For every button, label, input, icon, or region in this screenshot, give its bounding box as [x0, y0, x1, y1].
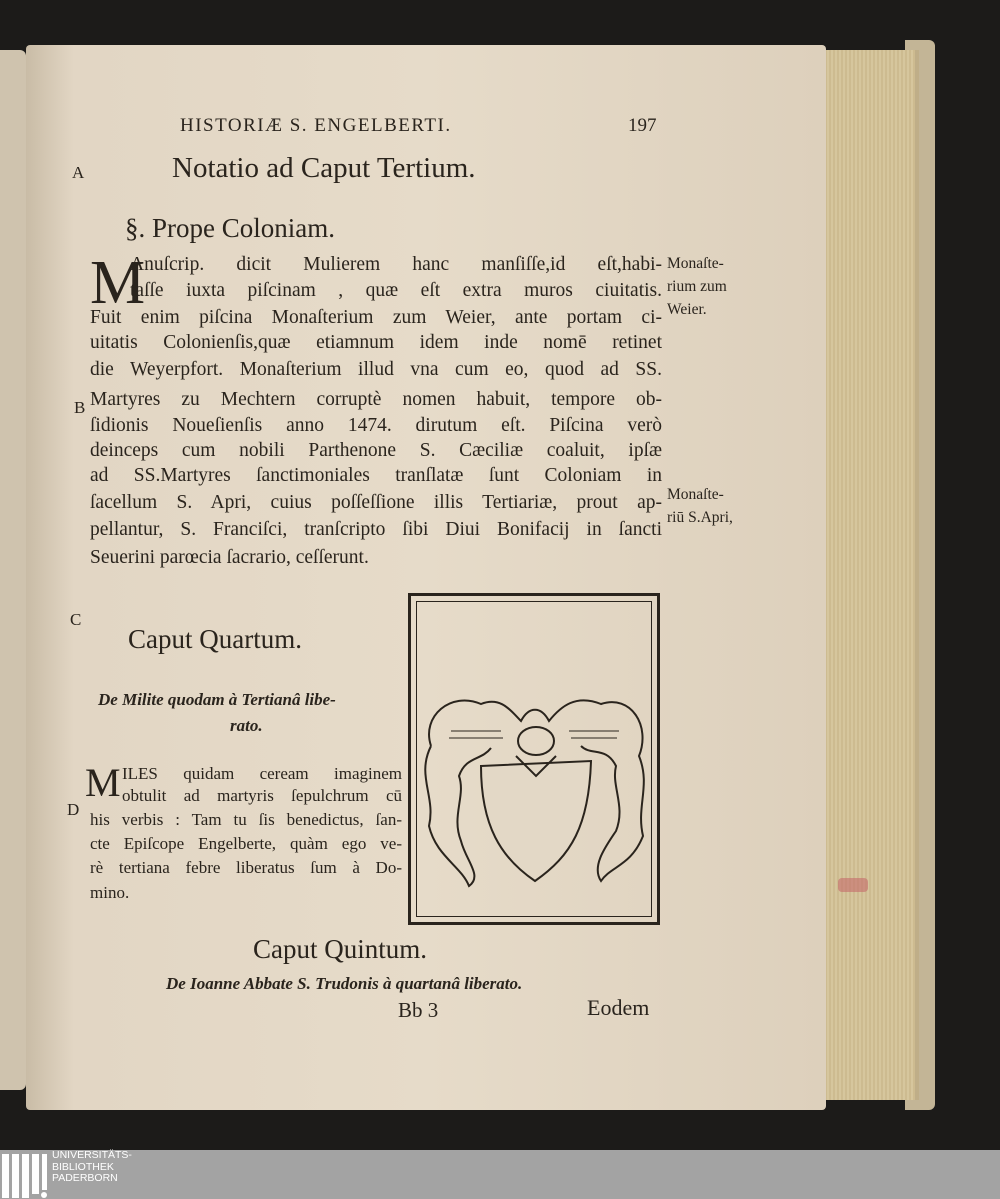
library-logo-icon: [2, 1152, 48, 1199]
text-line: his verbis : Tam tu ſis benedictus, ſan-: [90, 810, 402, 829]
margin-letter-a: A: [72, 163, 85, 182]
text-line: Seuerini parœcia ſacrario, ceſſerunt.: [90, 547, 369, 568]
text-line: Martyres zu Mechtern corruptè nomen habuit, tempore ob-: [90, 389, 662, 410]
logo-line: PADERBORN: [52, 1172, 118, 1184]
caput-quintum-subtitle: De Ioanne Abbate S. Trudonis à quartanâ liberato.: [166, 974, 523, 993]
text-line: die Weyerpfort. Monaſterium illud vna cum eo, quod ad SS.: [90, 359, 662, 380]
coat-of-arms-woodcut: [408, 593, 660, 925]
side-note-line: rium zum: [667, 278, 727, 295]
text-line: taſſe iuxta piſcinam , quæ eſt extra muros ciuitatis.: [130, 280, 662, 301]
coat-of-arms-icon: [411, 596, 657, 922]
side-note-line: Monaſte-: [667, 255, 724, 272]
caput-quartum-subtitle: De Milite quodam à Tertianâ libe-: [98, 690, 336, 709]
text-line: ad SS.Martyres ſanctimoniales tranſlatæ ſunt Coloniam in: [90, 465, 662, 486]
text-line: ILES quidam ceream imaginem: [122, 764, 402, 783]
caput-quartum-subtitle: rato.: [230, 716, 263, 735]
caput-quintum-title: Caput Quintum.: [253, 934, 427, 964]
catchword: Eodem: [587, 995, 650, 1020]
red-stain: [838, 878, 868, 892]
facing-page-edge: [0, 50, 26, 1090]
margin-letter-d: D: [67, 800, 80, 819]
side-note-line: Monaſte-: [667, 486, 724, 503]
text-line: obtulit ad martyris ſepulchrum cū: [122, 786, 402, 805]
margin-letter-c: C: [70, 610, 82, 629]
text-line: cte Epiſcope Engelberte, quàm ego ve-: [90, 834, 402, 853]
text-line: mino.: [90, 883, 130, 902]
notatio-title: Notatio ad Caput Tertium.: [172, 152, 476, 184]
text-line: deinceps cum nobili Parthenone S. Cæciliæ coaluit, ipſæ: [90, 440, 662, 461]
side-note-weier: [667, 252, 727, 321]
text-line: Anuſcrip. dicit Mulierem hanc manſiſſe,id eſt,habi-: [130, 254, 662, 275]
text-line: Fuit enim piſcina Monaſterium zum Weier, ante portam ci-: [90, 307, 662, 328]
text-line: ſidionis Noueſienſis anno 1474. dirutum eſt. Piſcina verò: [90, 415, 662, 436]
library-footer-bar: [0, 1150, 1000, 1199]
logo-line: BIBLIOTHEK: [52, 1160, 114, 1173]
logo-line: UNIVERSITÄTS-: [52, 1149, 132, 1161]
drop-cap: M: [85, 760, 121, 805]
side-note-apri: [667, 483, 733, 529]
text-line: pellantur, S. Franciſci, tranſcripto ſibi Diui Bonifacij in ſancti: [90, 519, 662, 540]
section-heading: §. Prope Coloniam.: [125, 213, 335, 243]
text-line: rè tertiana febre liberatus ſum à Do-: [90, 858, 402, 877]
signature-mark: Bb 3: [398, 998, 439, 1022]
running-head: HISTORIÆ S. ENGELBERTI.: [180, 115, 452, 136]
text-line: uitatis Colonienſis,quæ etiamnum idem inde nomē retinet: [90, 332, 662, 353]
caput-quartum-title: Caput Quartum.: [128, 624, 302, 654]
library-logo-text: [52, 1150, 132, 1185]
text-line: ſacellum S. Apri, cuius poſſeſſione illis Tertiariæ, prout ap-: [90, 492, 662, 513]
side-note-line: Weier.: [667, 301, 707, 318]
page-fore-edge: [815, 50, 919, 1100]
margin-letter-b: B: [74, 398, 86, 417]
side-note-line: riū S.Apri,: [667, 509, 733, 526]
page-number: 197: [628, 115, 657, 136]
drop-cap: M: [90, 249, 146, 317]
